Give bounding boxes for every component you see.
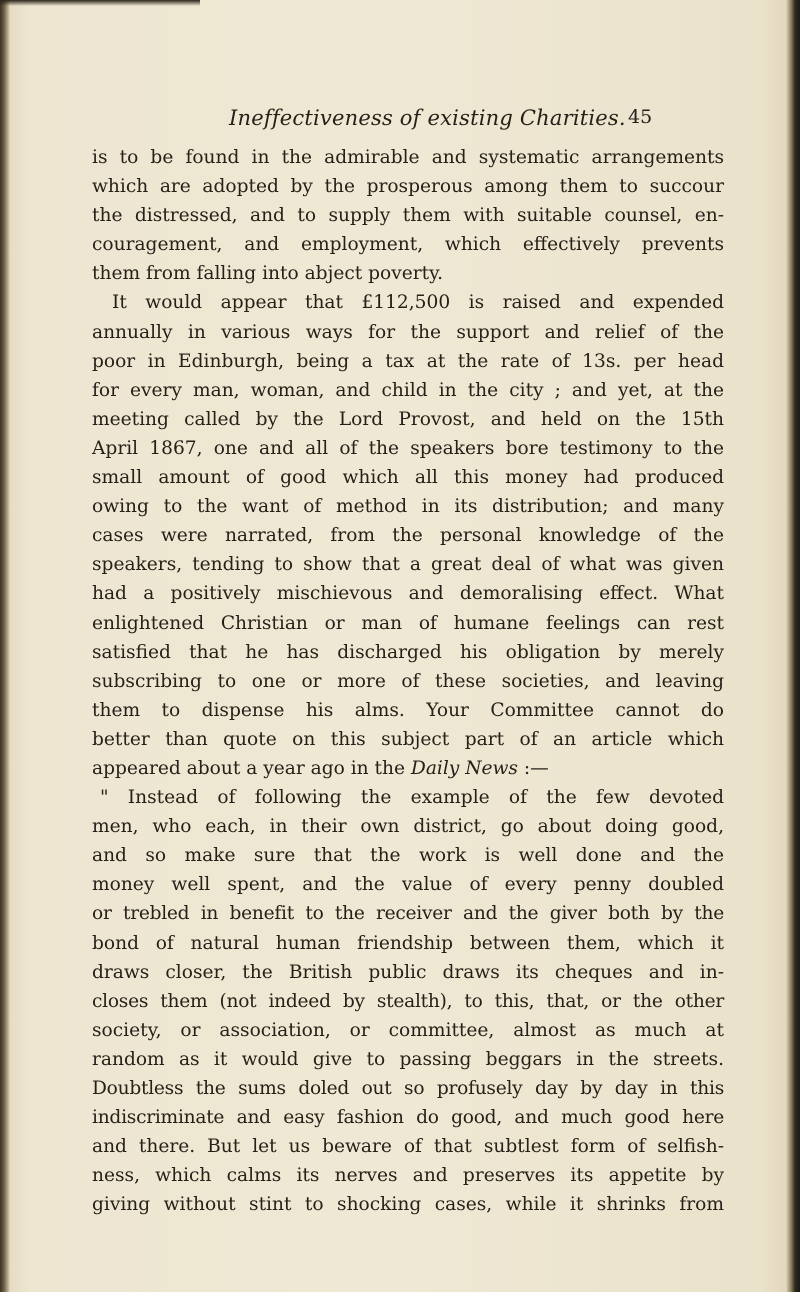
text-line: April 1867, one and all of the speakers bore testimony to the xyxy=(92,437,724,459)
page-top-shadow xyxy=(0,0,200,6)
running-head xyxy=(0,106,800,136)
quote-line: bond of natural human friendship between them, which it xyxy=(92,932,724,954)
text-line: poor in Edinburgh, being a tax at the rate of 13s. per head xyxy=(92,350,724,372)
text-line: owing to the want of method in its distribution; and many xyxy=(92,496,724,518)
text-line: satisfied that he has discharged his obligation by merely xyxy=(92,641,724,663)
page-number: 45 xyxy=(628,106,653,128)
page-edge-shadow xyxy=(786,0,800,1292)
running-head-title: Ineffectiveness of existing Charities. xyxy=(229,106,626,130)
text-line: better than quote on this subject part of an article which xyxy=(92,728,724,750)
text-line: is to be found in the admirable and systematic arrangements xyxy=(92,147,724,168)
quote-line: or trebled in benefit to the receiver and the giver both by the xyxy=(92,903,724,925)
text-line-tail: :— xyxy=(517,757,549,779)
text-line: the distressed, and to supply them with suitable counsel, en- xyxy=(92,205,724,227)
text-line: them to dispense his alms. Your Committee cannot do xyxy=(92,699,724,721)
quote-line: indiscriminate and easy fashion do good, and much good here xyxy=(92,1107,724,1129)
text-line: speakers, tending to show that a great deal of what was given xyxy=(92,554,724,576)
text-line-lead: appeared about a year ago in the xyxy=(92,757,405,779)
text-line: for every man, woman, and child in the city ; and yet, at the xyxy=(92,379,724,401)
body-text xyxy=(92,143,724,1219)
quote-line: society, or association, or committee, almost as much at xyxy=(92,1019,724,1041)
quote-line: " Instead of following the example of the few devoted xyxy=(100,787,724,809)
quote-line: giving without stint to shocking cases, while it shrinks from xyxy=(92,1194,724,1216)
page-gutter-shadow xyxy=(0,0,10,1292)
text-line: meeting called by the Lord Provost, and held on the 15th xyxy=(92,408,724,430)
quote-line: draws closer, the British public draws its cheques and in- xyxy=(92,961,724,983)
text-line: which are adopted by the prosperous among them to succour xyxy=(92,176,724,198)
quote-line: and so make sure that the work is well done and the xyxy=(92,845,724,867)
text-line: enlightened Christian or man of humane feelings can rest xyxy=(92,612,724,634)
quote-line: Doubtless the sums doled out so profusely day by day in this xyxy=(92,1078,724,1099)
quote-line: random as it would give to passing beggars in the streets. xyxy=(92,1048,724,1070)
quote-line: and there. But let us beware of that subtlest form of selfish- xyxy=(92,1136,724,1158)
quote-line: ness, which calms its nerves and preserves its appetite by xyxy=(92,1165,724,1187)
text-line: annually in various ways for the support and relief of the xyxy=(92,321,724,343)
text-line: small amount of good which all this money had produced xyxy=(92,467,724,489)
text-line: It would appear that £112,500 is raised and expended xyxy=(112,292,724,314)
text-line: cases were narrated, from the personal knowledge of the xyxy=(92,525,724,547)
text-line: subscribing to one or more of these societies, and leaving xyxy=(92,670,724,692)
text-line: had a positively mischievous and demoralising effect. What xyxy=(92,583,724,605)
quote-line: closes them (not indeed by stealth), to this, that, or the other xyxy=(92,990,724,1012)
quote-line: men, who each, in their own district, go about doing good, xyxy=(92,816,724,838)
quote-line: money well spent, and the value of every penny doubled xyxy=(92,874,724,896)
newspaper-title: Daily News xyxy=(410,757,518,779)
text-line-with-citation xyxy=(92,754,724,783)
text-line: couragement, and employment, which effectively prevents xyxy=(92,234,724,256)
text-line: them from falling into abject poverty. xyxy=(92,263,444,285)
